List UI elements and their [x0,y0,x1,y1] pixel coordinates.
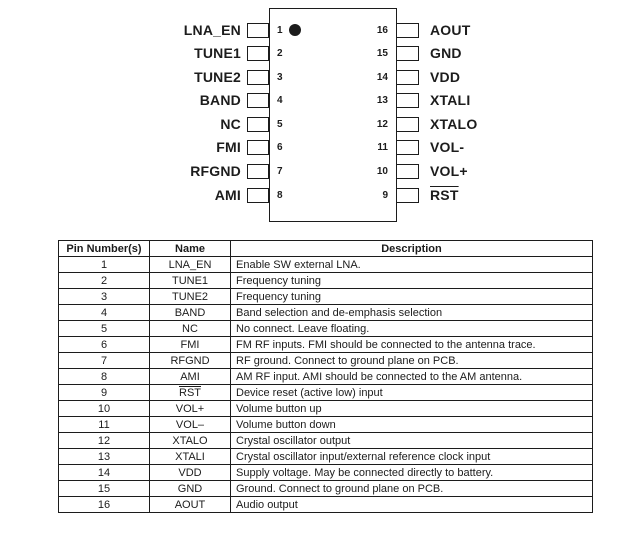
table-row [59,289,593,305]
pin-name-cell: AMI [150,369,231,385]
pin-description-cell: No connect. Leave floating. [231,321,593,337]
pin-box-left [247,46,269,61]
table-row [59,353,593,369]
pin-description-cell: Frequency tuning [231,273,593,289]
pin-description-cell: Ground. Connect to ground plane on PCB. [231,481,593,497]
pin-row-8-9 [0,188,631,203]
pin-number-cell: 3 [59,289,150,305]
pin-box-left [247,188,269,203]
table-row [59,481,593,497]
pin-description-cell: Crystal oscillator output [231,433,593,449]
pin-number-cell: 13 [59,449,150,465]
pin-number-right: 14 [376,72,388,83]
pin-description-cell: AM RF input. AMI should be connected to the AM antenna. [231,369,593,385]
col-header-pin-number: Pin Number(s) [59,241,150,257]
pin-name-cell: RFGND [150,353,231,369]
table-row [59,385,593,401]
pin-label-left: TUNE2 [194,69,241,85]
pin-description-cell: Volume button down [231,417,593,433]
pin-label-right: VDD [430,69,461,85]
pin-label-left: RFGND [190,163,241,179]
pinout-diagram [0,0,631,240]
pin-name-cell: $\overline{RST}$ [150,385,231,401]
pin-box-right [396,70,419,85]
pin-description-cell: Device reset (active low) input [231,385,593,401]
pin-description-cell: FM RF inputs. FMI should be connected to the antenna trace. [231,337,593,353]
pin-label-right: $\overline{RST}$ [430,187,459,203]
pin-row-7-10 [0,164,631,179]
table-row [59,417,593,433]
pin-description-cell: Enable SW external LNA. [231,257,593,273]
table-row [59,401,593,417]
pin-box-right [396,23,419,38]
pin-row-3-14 [0,70,631,85]
pin-label-right: VOL- [430,139,465,155]
pin-number-left: 3 [277,72,283,83]
pin-number-left: 5 [277,119,283,130]
pin-number-right: 16 [376,25,388,36]
pin-number-cell: 10 [59,401,150,417]
pin-box-right [396,46,419,61]
pin-name-cell: FMI [150,337,231,353]
pin-box-left [247,164,269,179]
pin-label-right: AOUT [430,22,471,38]
pin-box-left [247,93,269,108]
pin-number-right: 15 [376,48,388,59]
table-row [59,497,593,513]
pin-number-right: 11 [377,142,388,153]
pin-name-cell: VOL– [150,417,231,433]
pin-label-left: TUNE1 [194,45,241,61]
pin-row-4-13 [0,93,631,108]
pin-number-cell: 2 [59,273,150,289]
pin-name-cell: AOUT [150,497,231,513]
table-row [59,305,593,321]
pin-row-2-15 [0,46,631,61]
col-header-name: Name [150,241,231,257]
pin-label-right: GND [430,45,462,61]
table-header-row [59,241,593,257]
pin-name-cell: VOL+ [150,401,231,417]
pin-label-left: LNA_EN [183,22,241,38]
pin-number-left: 4 [277,95,283,106]
pin-number-left: 6 [277,142,283,153]
pin-name-cell: LNA_EN [150,257,231,273]
pin-description-cell: Frequency tuning [231,289,593,305]
pin-box-left [247,140,269,155]
table-row [59,465,593,481]
pin-number-cell: 16 [59,497,150,513]
pin-box-right [396,188,419,203]
pin-number-left: 7 [277,166,283,177]
pin-row-5-12 [0,117,631,132]
pin-label-right: XTALI [430,92,471,108]
table-row [59,321,593,337]
pin-box-left [247,23,269,38]
pin-number-right: 10 [376,166,388,177]
pin-number-cell: 11 [59,417,150,433]
pin-number-cell: 14 [59,465,150,481]
pin-row-6-11 [0,140,631,155]
pin-label-left: FMI [216,139,241,155]
table-row [59,449,593,465]
pin-box-right [396,140,419,155]
pin-number-left: 2 [277,48,283,59]
table-row [59,369,593,385]
pin-name-cell: NC [150,321,231,337]
pin-number-cell: 8 [59,369,150,385]
pin-label-left: BAND [199,92,241,108]
pin-number-cell: 15 [59,481,150,497]
pin-name-cell: GND [150,481,231,497]
pin-number-cell: 4 [59,305,150,321]
table-row [59,257,593,273]
pin-label-right: XTALO [430,116,478,132]
col-header-description: Description [231,241,593,257]
pin-name-cell: VDD [150,465,231,481]
pin-number-cell: 1 [59,257,150,273]
pin-name-cell: XTALO [150,433,231,449]
pin-description-cell: Volume button up [231,401,593,417]
pin-box-left [247,70,269,85]
pin-number-cell: 6 [59,337,150,353]
table-row [59,273,593,289]
pin-number-right: 9 [382,190,388,201]
pin-number-right: 13 [376,95,388,106]
pin-number-left: 1 [277,25,283,36]
pin-description-cell: Supply voltage. May be connected directly to battery. [231,465,593,481]
pin-number-left: 8 [277,190,283,201]
pin-description-cell: Audio output [231,497,593,513]
pin-description-cell: Crystal oscillator input/external reference clock input [231,449,593,465]
table-row [59,433,593,449]
pin-name-cell: BAND [150,305,231,321]
pin-row-1-16 [0,23,631,38]
pin-description-cell: Band selection and de-emphasis selection [231,305,593,321]
pin-box-right [396,93,419,108]
pin-description-cell: RF ground. Connect to ground plane on PCB. [231,353,593,369]
pin-name-cell: XTALI [150,449,231,465]
pin-box-right [396,117,419,132]
pin-number-cell: 5 [59,321,150,337]
pin-number-cell: 9 [59,385,150,401]
pin-name-cell: TUNE1 [150,273,231,289]
pin-box-right [396,164,419,179]
pin-label-right: VOL+ [430,163,468,179]
pin-number-cell: 7 [59,353,150,369]
pin-label-left: NC [220,116,241,132]
pin-description-table [58,240,593,513]
pin-number-cell: 12 [59,433,150,449]
pin-label-left: AMI [214,187,241,203]
pin-number-right: 12 [376,119,388,130]
table-row [59,337,593,353]
pin-box-left [247,117,269,132]
pin-name-cell: TUNE2 [150,289,231,305]
